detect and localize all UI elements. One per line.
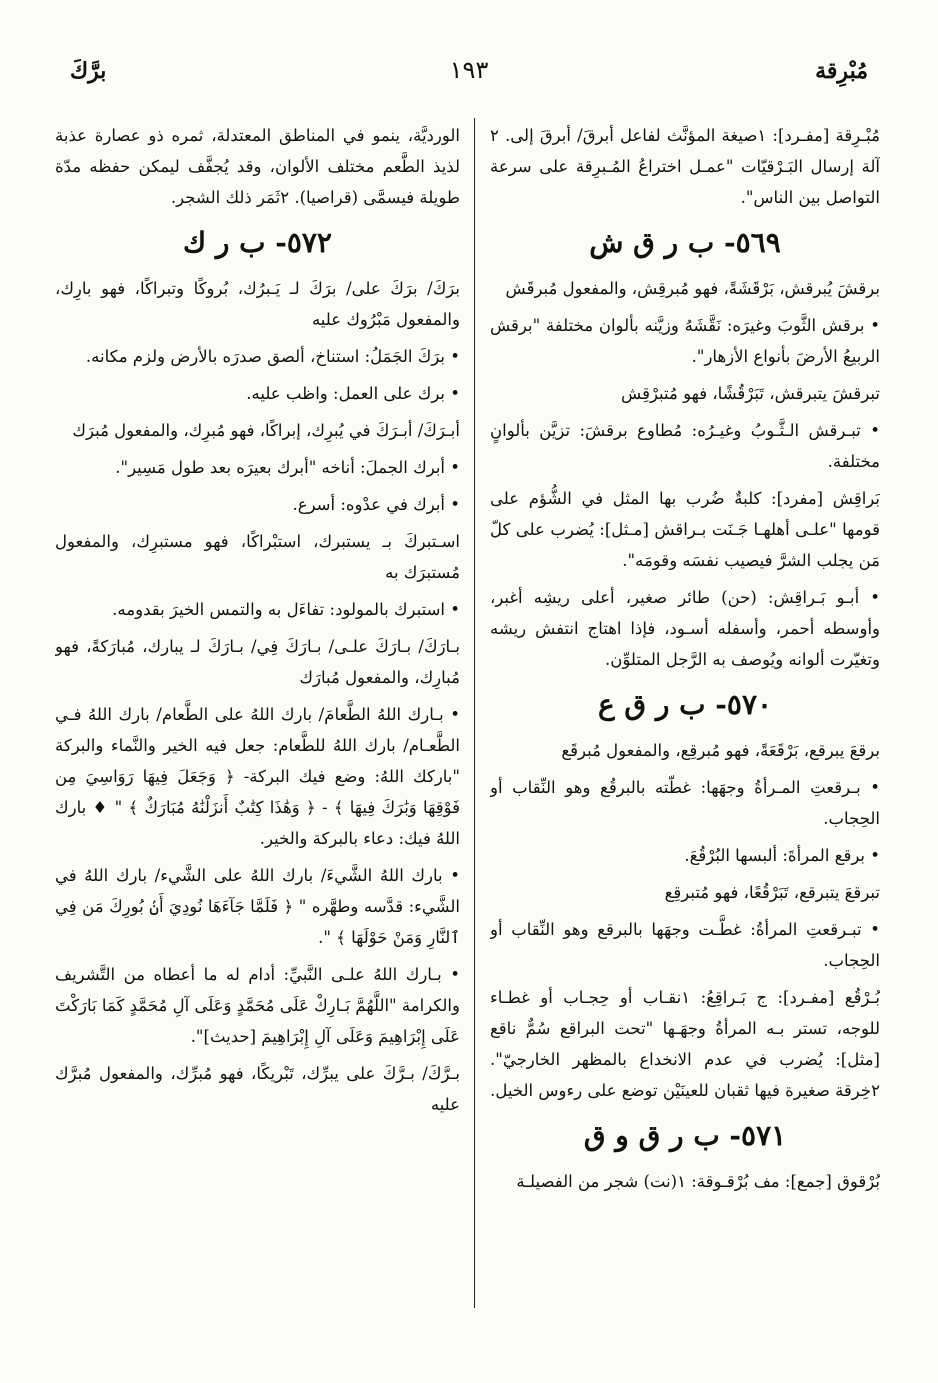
root-heading: ٥٧٢- ب ر ك <box>183 226 332 259</box>
header-right-word: مُبْرِقة <box>815 58 868 84</box>
entry-paragraph: بَراقِش [مفرد]: كلبةٌ ضُرب بها المثل في الشُّؤم على قومها "علـى أهلهـا جَـنَت بـراقش [مـثل]: يُضرب على كلّ مَن يجلب الشرَّ فيصيب نفسَه وقومَه". <box>490 489 880 570</box>
column-divider <box>474 118 475 1308</box>
entry-paragraph: تبرقشَ يتبرقش، تَبَرْقُشًا، فهو مُتبرْقِش <box>621 384 880 403</box>
sense-paragraph: • بـارك اللهُ الطَّعامَ/ بارك اللهُ على الطَّعام/ بارك اللهُ فـي الطَّعـام/ بارك اللهُ للطَّعام: جعل فيه الخير والنَّماء والبركة "باركك اللهُ: وضع فيك البركة- ﴿ وَجَعَلَ فِيهَا رَوَاسِيَ مِن فَوْقِهَا وَبَٰرَكَ فِيهَا ﴾ - ﴿ وَهَٰذَا كِتَٰبٌ أَنزَلْنَٰهُ مُبَارَكٌ ﴾ " ♦ بارك اللهُ فيك: دعاء بالبركة والخير. <box>55 705 460 848</box>
entry-paragraph: برَكَ/ برَكَ على/ برَكَ لـ يَـبرُك، بُروكًا وتبراكًا، فهو بارِك، والمفعول مَبْرُوك عليه <box>55 279 460 329</box>
entry-paragraph: بـارَكَ/ بـارَكَ علـى/ بـارَكَ فِي/ بـارَكَ لـ يبارك، مُبارَكةً، فهو مُبارِك، والمفعول مُبارَك <box>55 637 460 687</box>
entry-paragraph: مُبْـرِقة [مفـرد]: ١صيغة المؤنَّث لفاعل أبرقَ/ أبرقَ إلى. ٢ آلة إرسال البَـرْقيّات "عمـل اختراعُ المُـبرِقة على سرعة التواصل بين الناس". <box>490 126 880 207</box>
sense-paragraph: • أبرك الجملَ: أناخه "أبرك بعيرَه بعد طول مَسِير". <box>115 458 460 477</box>
page-number: ١٩٣ <box>449 56 489 84</box>
entry-paragraph: برقعَ يبرقع، بَرْقَعَةً، فهو مُبرقِع، والمفعول مُبرقَع <box>561 741 880 760</box>
entry-paragraph: اسـتبركَ بـ يستبرك، استبْراكًا، فهو مستبرِك، والمفعول مُستبرَك به <box>55 532 460 582</box>
header-left-word: برَّكَ <box>70 58 107 84</box>
sense-paragraph: • أبـو بَـراقِش: (حن) طائر صغير، أعلى ريشِه أغبر، وأوسطه أحمر، وأسفله أسـود، فإذا اهتاج انتفش ريشه وتغيّرت ألوانه ويُوصف به الرَّجل المتلوِّن. <box>490 588 880 669</box>
entry-paragraph: أبـرَكَ/ أبـرَكَ في يُبرِك، إبراكًا، فهو مُبرِك، والمفعول مُبرَك <box>72 421 460 440</box>
right-column <box>490 120 880 1320</box>
sense-paragraph: • برَكَ الجَمَلُ: استناخ، ألصق صدرَه بالأرض ولزم مكانه. <box>85 347 460 366</box>
page-header <box>70 58 868 98</box>
entry-paragraph: تبرقعَ يتبرقع، تَبَرْقُعًا، فهو مُتبرقِع <box>664 883 880 902</box>
sense-paragraph: • بـارك اللهُ علـى النَّبيِّ: أدام له ما أعطاه من التَّشريف والكرامة "اللَّهُمَّ بَـارِكْ عَلَى مُحَمَّدٍ وَعَلَى آلِ مُحَمَّدٍ كَمَا بَارَكْتَ عَلَى إِبْرَاهِيمَ وَعَلَى آلِ إِبْرَاهِيمَ [حديث]". <box>55 965 460 1046</box>
entry-paragraph: بُرْقوق [جمع]: مف بُرْقـوقة: ١(نت) شجر من الفصيلـة <box>516 1172 880 1191</box>
sense-paragraph: • بـرقعتِ المـرأةُ وجهَها: غطّته بالبرقُع وهو النِّقاب أو الحِجاب. <box>490 778 880 828</box>
sense-paragraph: • تبـرقعتِ المرأةُ: غطَّـت وجهَها بالبرقع وهو النِّقاب أو الحِجاب. <box>490 920 880 970</box>
entry-paragraph: بُـرْقُع [مفـرد]: ج بَـراقِعُ: ١نقـاب أو حِجـاب أو غطـاء للوجه، تستر بـه المرأةُ وجهَـها "تحت البراقع سُمٌّ ناقع [مثل]: يُضرب في عدم الانخداع بالمظهر الخارجيّ". ٢خِرقة صغيرة فيها ثقبان للعينَيْن توضع على رءوس الخيل. <box>490 988 880 1100</box>
entry-paragraph: بـرَّكَ/ بـرَّكَ على يبرِّك، تَبْريكًا، فهو مُبرِّك، والمفعول مُبرَّك عليه <box>55 1064 460 1114</box>
entry-paragraph: الورديَّة، ينمو في المناطق المعتدلة، ثمره ذو عصارة عذبة لذيذ الطَّعم مختلف الألوان، وقد يُجفَّف ليمكن حفظه مدّة طويلة فيسمَّى (قراصيا). ٢ثَمَر ذلك الشجر. <box>55 126 460 207</box>
left-column <box>55 120 460 1320</box>
sense-paragraph: • برقع المرأةَ: ألبسها البُرْقُعَ. <box>684 846 880 865</box>
sense-paragraph: • بارك اللهُ الشَّيءَ/ بارك اللهُ على الشَّيء/ بارك اللهُ في الشَّيء: قدَّسه وطهَّره " ﴿ فَلَمَّا جَآءَهَا نُودِيَ أَنۢ بُورِكَ مَن فِي ٱلنَّارِ وَمَنْ حَوْلَهَا ﴾ ". <box>55 866 460 947</box>
sense-paragraph: • استبرك بالمولود: تفاءَل به والتمس الخيرَ بقدومه. <box>112 600 460 619</box>
entry-paragraph: برقشَ يُبرقش، بَرْقَشَةً، فهو مُبرقِش، والمفعول مُبرقَش <box>505 279 880 298</box>
root-heading: ٥٦٩- ب ر ق ش <box>589 226 781 259</box>
sense-paragraph: • برك على العمل: واظب عليه. <box>246 384 460 403</box>
sense-paragraph: • أبرك في عدْوه: أسرع. <box>292 495 460 514</box>
sense-paragraph: • برقش الثَّوبَ وغيرَه: نَقَّشَهُ وزيَّنه بألوان مختلفة "برقش الربيعُ الأرضَ بأنواع الأزهار". <box>490 316 880 366</box>
root-heading: ٥٧٠- ب ر ق ع <box>597 688 773 721</box>
root-heading: ٥٧١- ب ر ق و ق <box>583 1119 787 1152</box>
sense-paragraph: • تبـرقش الـثَّـوبُ وغيـرُه: مُطاوع برقشَ: تزيَّن بألوانٍ مختلفة. <box>490 421 880 471</box>
